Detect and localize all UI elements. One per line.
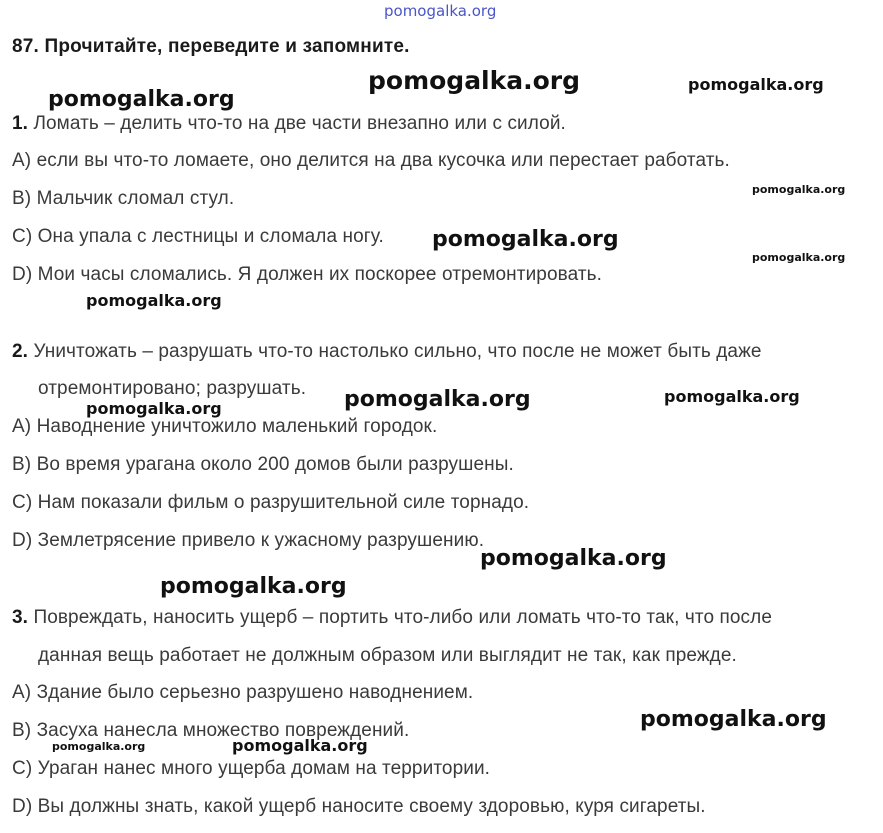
- section-1-number: 1.: [12, 113, 29, 134]
- watermark: pomogalka.org: [368, 66, 581, 95]
- section-2-number: 2.: [12, 341, 29, 362]
- exercise-title: 87. Прочитайте, переведите и запомните.: [12, 36, 410, 57]
- watermark: pomogalka.org: [160, 574, 347, 599]
- section-1-example-c: C) Она упала с лестницы и сломала ногу.: [12, 226, 384, 247]
- section-3-example-b: B) Засуха нанесла множество повреждений.: [12, 720, 410, 741]
- watermark: pomogalka.org: [52, 740, 146, 753]
- watermark: pomogalka.org: [752, 251, 846, 264]
- watermark: pomogalka.org: [86, 399, 222, 418]
- watermark: pomogalka.org: [432, 227, 619, 252]
- watermark: pomogalka.org: [752, 183, 846, 196]
- section-3-definition: [12, 607, 772, 629]
- section-3-example-d: D) Вы должны знать, какой ущерб наносите своему здоровью, куря сигареты.: [12, 796, 706, 817]
- section-1-definition-text: Ломать – делить что-то на две части внезапно или с силой.: [33, 113, 566, 134]
- watermark: pomogalka.org: [232, 736, 368, 755]
- section-3-definition-text: Повреждать, наносить ущерб – портить что-либо или ломать что-то так, что после: [33, 607, 772, 628]
- section-1-example-d: D) Мои часы сломались. Я должен их поскорее отремонтировать.: [12, 264, 603, 285]
- section-1-definition: [12, 113, 566, 135]
- section-1-example-a: A) если вы что-то ломаете, оно делится на два кусочка или перестает работать.: [12, 150, 730, 171]
- watermark: pomogalka.org: [48, 87, 235, 112]
- section-2-definition-cont: отремонтировано; разрушать.: [38, 378, 307, 399]
- watermark: pomogalka.org: [86, 291, 222, 310]
- section-2-example-a: A) Наводнение уничтожило маленький городок.: [12, 416, 438, 437]
- section-1-example-b: B) Мальчик сломал стул.: [12, 188, 235, 209]
- section-2-example-b: B) Во время урагана около 200 домов были разрушены.: [12, 454, 514, 475]
- section-3-number: 3.: [12, 607, 29, 628]
- section-3-definition-cont: данная вещь работает не должным образом или выглядит не так, как прежде.: [38, 645, 737, 666]
- section-2-definition-text: Уничтожать – разрушать что-то настолько сильно, что после не может быть даже: [33, 341, 762, 362]
- watermark: pomogalka.org: [640, 707, 827, 732]
- section-3-example-a: A) Здание было серьезно разрушено наводнением.: [12, 682, 474, 703]
- section-2-definition: [12, 341, 762, 363]
- watermark: pomogalka.org: [344, 387, 531, 412]
- watermark: pomogalka.org: [664, 387, 800, 406]
- watermark: pomogalka.org: [480, 546, 667, 571]
- section-2-example-c: C) Нам показали фильм о разрушительной силе торнадо.: [12, 492, 530, 513]
- section-3-example-c: C) Ураган нанес много ущерба домам на территории.: [12, 758, 491, 779]
- top-watermark: pomogalka.org: [384, 2, 497, 20]
- watermark: pomogalka.org: [688, 75, 824, 94]
- section-2-example-d: D) Землетрясение привело к ужасному разрушению.: [12, 530, 485, 551]
